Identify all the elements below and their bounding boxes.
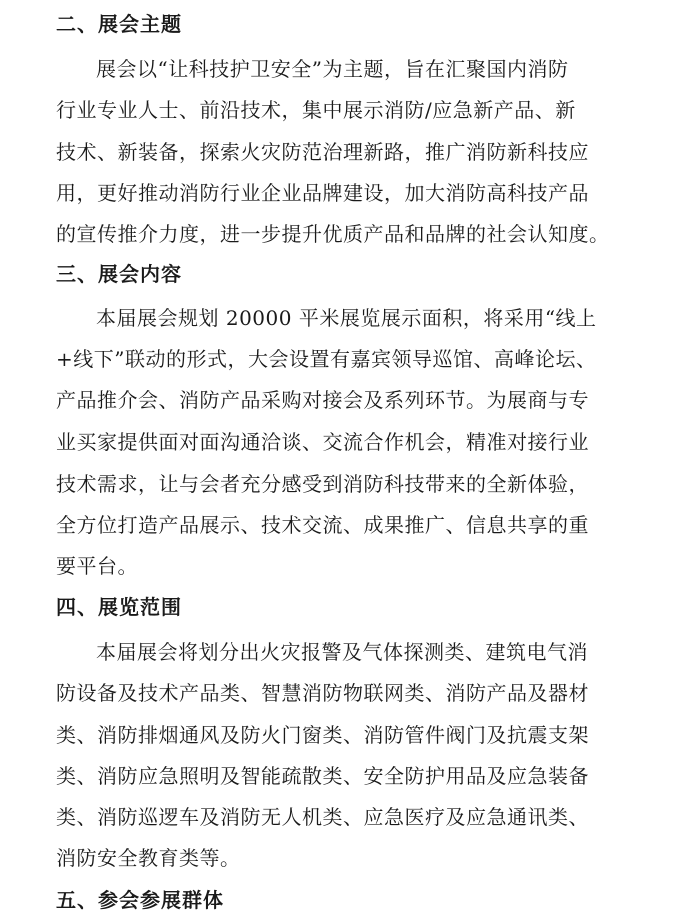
paragraph-line: 展会以“让科技护卫安全”为主题，旨在汇聚国内消防 [96, 57, 569, 81]
paragraph-line: 本届展会将划分出火灾报警及气体探测类、建筑电气消 [96, 640, 588, 664]
paragraph-line: 业买家提供面对面沟通洽谈、交流合作机会，精准对接行业 [56, 430, 589, 454]
section-heading: 三、展会内容 [56, 262, 182, 286]
section-heading: 二、展会主题 [56, 12, 182, 36]
paragraph-line: 类、消防排烟通风及防火门窗类、消防管件阀门及抗震支架 [56, 723, 589, 747]
section-heading: 四、展览范围 [56, 595, 182, 619]
paragraph-line: 行业专业人士、前沿技术，集中展示消防/应急新产品、新 [56, 98, 576, 122]
paragraph-line: +线下”联动的形式，大会设置有嘉宾领导巡馆、高峰论坛、 [56, 347, 597, 371]
paragraph-line: 全方位打造产品展示、技术交流、成果推广、信息共享的重 [56, 513, 589, 537]
paragraph-line: 防设备及技术产品类、智慧消防物联网类、消防产品及器材 [56, 681, 589, 705]
paragraph-line: 本届展会规划 20000 平米展览展示面积，将采用“线上 [96, 306, 597, 330]
paragraph-line: 用，更好推动消防行业企业品牌建设，加大消防高科技产品 [56, 181, 589, 205]
paragraph-line: 消防安全教育类等。 [56, 846, 241, 870]
paragraph-line: 类、消防巡逻车及消防无人机类、应急医疗及应急通讯类、 [56, 805, 589, 829]
paragraph-line: 的宣传推介力度，进一步提升优质产品和品牌的社会认知度。 [56, 222, 610, 246]
paragraph-line: 技术需求，让与会者充分感受到消防科技带来的全新体验， [56, 472, 589, 496]
section-heading: 五、参会参展群体 [56, 888, 224, 912]
paragraph-line: 技术、新装备，探索火灾防范治理新路，推广消防新科技应 [56, 140, 589, 164]
paragraph-line: 要平台。 [56, 554, 138, 578]
paragraph-line: 产品推介会、消防产品采购对接会及系列环节。为展商与专 [56, 388, 589, 412]
paragraph-line: 类、消防应急照明及智能疏散类、安全防护用品及应急装备 [56, 764, 589, 788]
